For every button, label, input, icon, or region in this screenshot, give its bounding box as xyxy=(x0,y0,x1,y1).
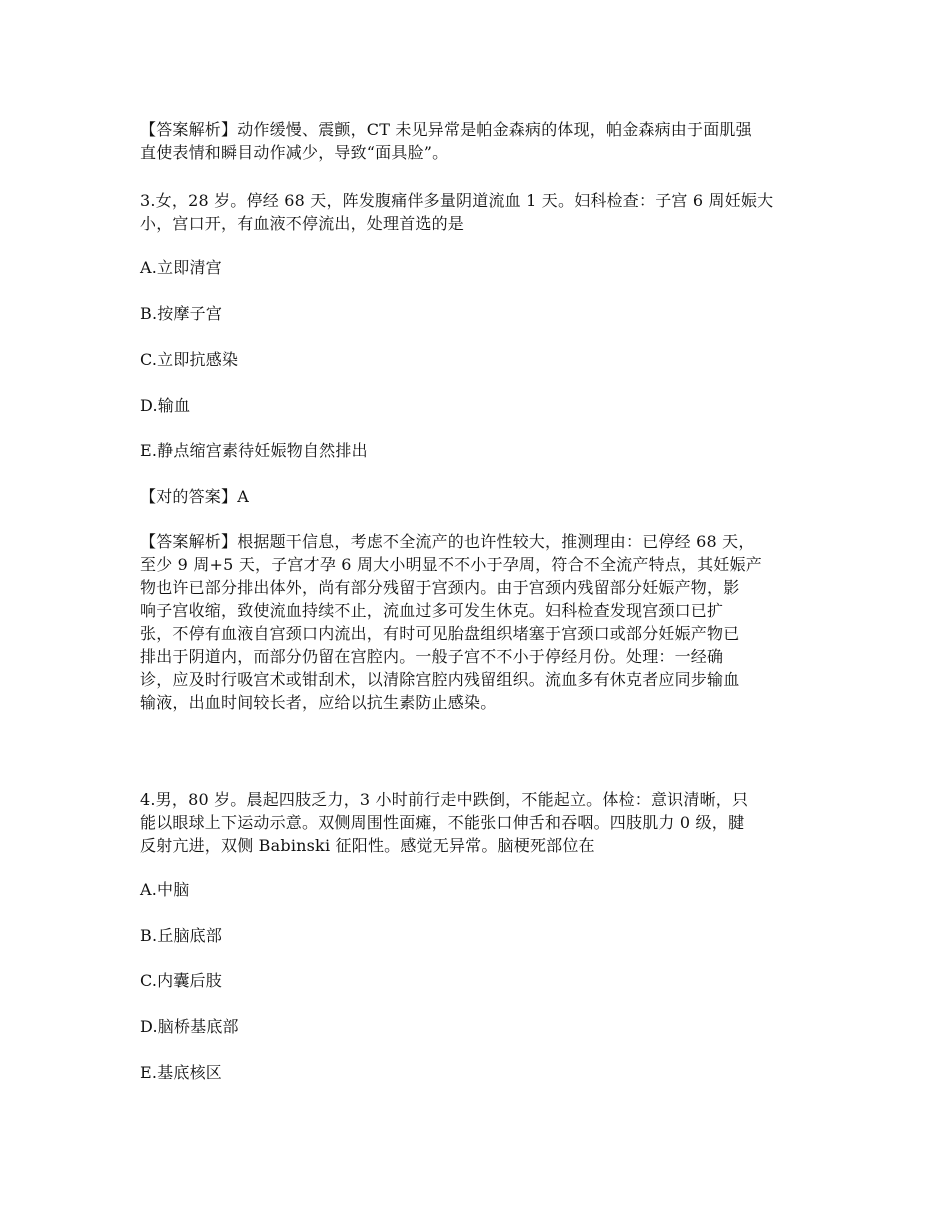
q3-correct-answer xyxy=(140,485,812,508)
text-line: D.脑桥基底部 xyxy=(140,1017,239,1036)
text-line: 能以眼球上下运动示意。双侧周围性面瘫，不能张口伸舌和吞咽。四肢肌力 0 级，腱 xyxy=(140,813,745,832)
answer-analysis-q3 xyxy=(140,530,812,714)
text-line: E.静点缩宫素待妊娠物自然排出 xyxy=(140,441,368,460)
question-4-stem xyxy=(140,788,812,857)
q3-option-b xyxy=(140,302,812,325)
text-line: 张，不停有血液自宫颈口内流出，有时可见胎盘组织堵塞于宫颈口或部分妊娠产物已 xyxy=(140,624,740,643)
text-line: 输液，出血时间较长者，应给以抗生素防止感染。 xyxy=(140,693,497,712)
text-line: C.立即抗感染 xyxy=(140,350,239,369)
text-line: E.基底核区 xyxy=(140,1063,222,1082)
text-line: 诊，应及时行吸宫术或钳刮术，以清除宫腔内残留组织。流血多有休克者应同步输血 xyxy=(140,670,740,689)
q4-option-a xyxy=(140,878,812,901)
text-line: C.内囊后肢 xyxy=(140,971,222,990)
q3-option-d xyxy=(140,394,812,417)
text-line: 【对的答案】A xyxy=(140,487,249,506)
text-line: D.输血 xyxy=(140,396,191,415)
text-line: 小，宫口开，有血液不停流出，处理首选的是 xyxy=(140,214,465,233)
text-line: B.按摩子宫 xyxy=(140,304,223,323)
q4-option-b xyxy=(140,924,812,947)
q3-option-e xyxy=(140,439,812,462)
q4-option-e xyxy=(140,1061,812,1084)
text-line: 反射亢进，双侧 Babinski 征阳性。感觉无异常。脑梗死部位在 xyxy=(140,836,595,855)
text-line: 【答案解析】动作缓慢、震颤，CT 未见异常是帕金森病的体现，帕金森病由于面肌强 xyxy=(140,120,752,139)
answer-analysis-q2 xyxy=(140,118,812,164)
text-line: A.中脑 xyxy=(140,880,190,899)
text-line: 3.女，28 岁。停经 68 天，阵发腹痛伴多量阴道流血 1 天。妇科检查：子宫 6 周妊娠大 xyxy=(140,191,774,210)
q4-option-d xyxy=(140,1015,812,1038)
text-line: 【答案解析】根据题干信息，考虑不全流产的也许性较大，推测理由：已停经 68 天， xyxy=(140,532,755,551)
text-line: A.立即清宫 xyxy=(140,258,222,277)
question-3-stem xyxy=(140,189,812,235)
text-line: 响子宫收缩，致使流血持续不止，流血过多可发生休克。妇科检查发现宫颈口已扩 xyxy=(140,601,724,620)
text-line: 直使表情和瞬目动作减少，导致“面具脸”。 xyxy=(140,143,449,162)
text-line: 物也许已部分排出体外，尚有部分残留于宫颈内。由于宫颈内残留部分妊娠产物，影 xyxy=(140,578,740,597)
text-line: 至少 9 周+5 天，子宫才孕 6 周大小明显不不小于孕周，符合不全流产特点，其妊娠产 xyxy=(140,555,762,574)
q4-option-c xyxy=(140,969,812,992)
q3-option-a xyxy=(140,256,812,279)
text-line: 4.男，80 岁。晨起四肢乏力，3 小时前行走中跌倒，不能起立。体检：意识清晰，只 xyxy=(140,790,749,809)
q3-option-c xyxy=(140,348,812,371)
text-line: 排出于阴道内，而部分仍留在宫腔内。一般子宫不不小于停经月份。处理：一经确 xyxy=(140,647,724,666)
text-line: B.丘脑底部 xyxy=(140,926,223,945)
